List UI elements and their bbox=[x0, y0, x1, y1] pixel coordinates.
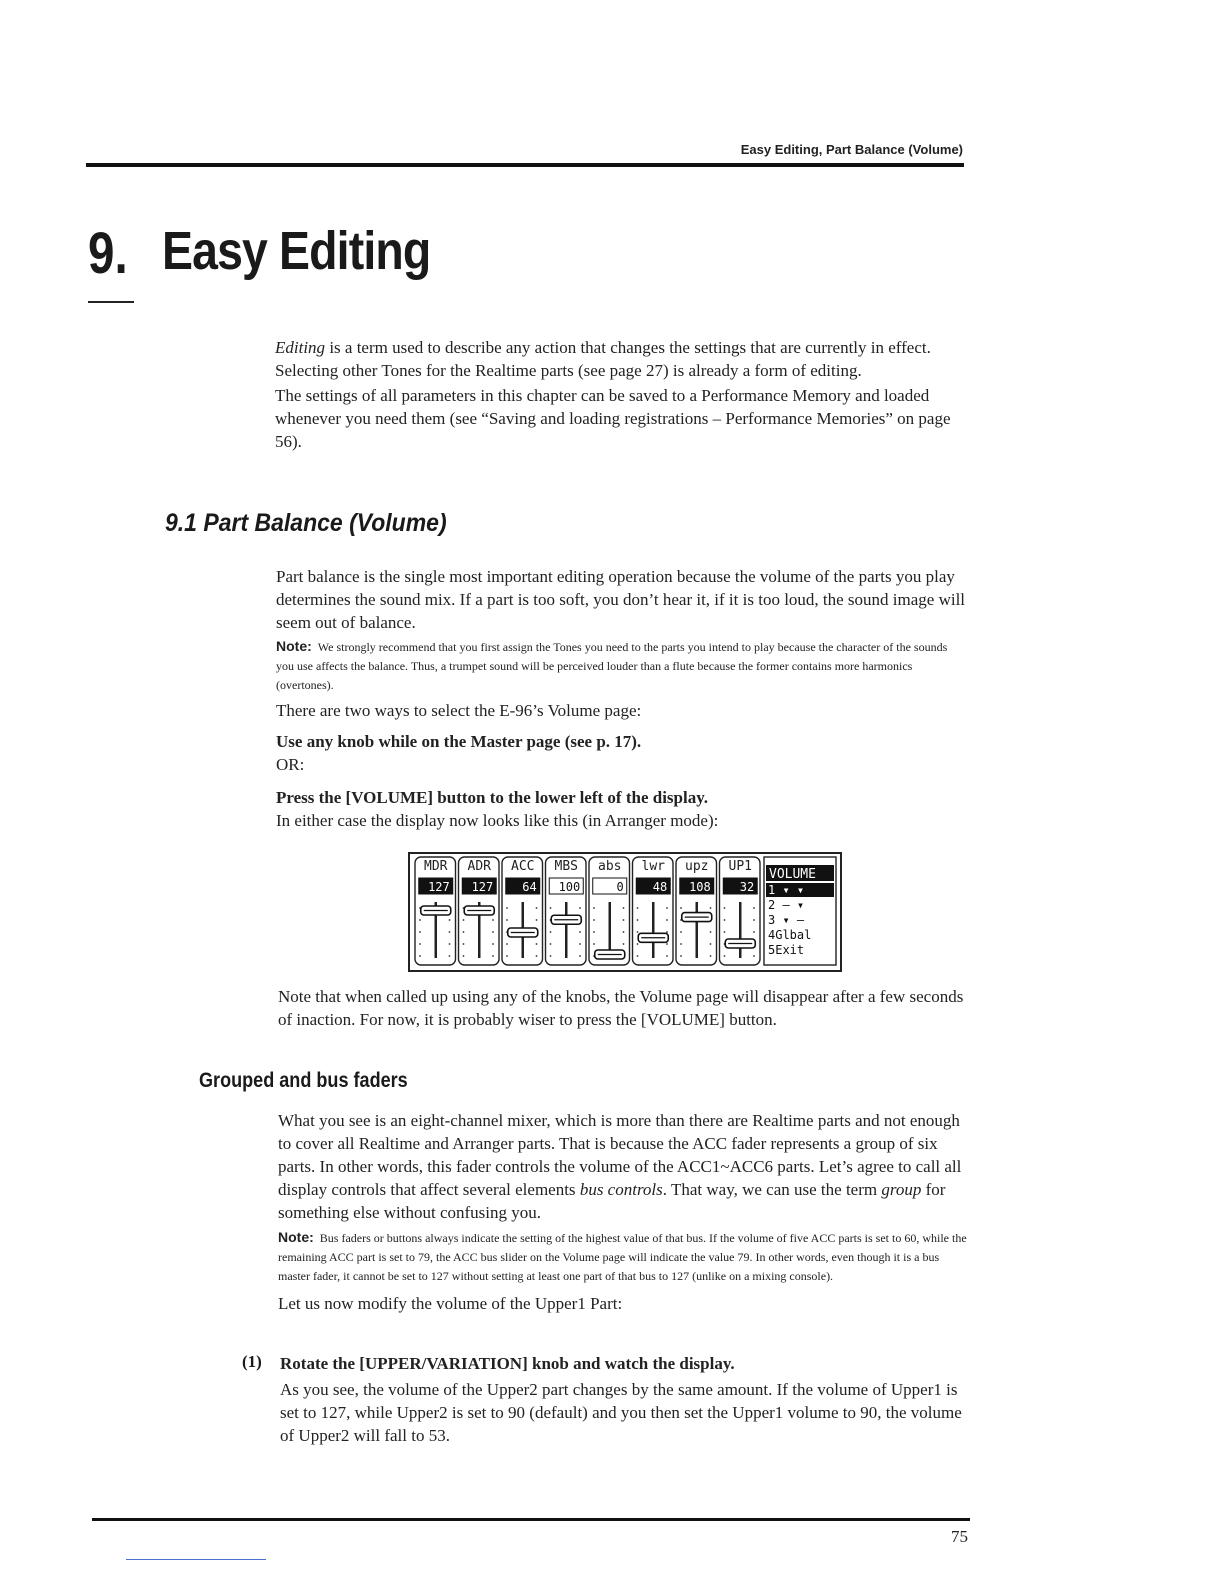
chapter-title: Easy Editing bbox=[162, 221, 431, 281]
scale-dot bbox=[579, 943, 581, 945]
menu-item: 3 ▾ – bbox=[768, 913, 805, 927]
scale-dot bbox=[593, 943, 595, 945]
footer-rule bbox=[92, 1518, 970, 1521]
scale-dot bbox=[449, 919, 451, 921]
scale-dot bbox=[710, 907, 712, 909]
scale-dot bbox=[637, 931, 639, 933]
scale-dot bbox=[550, 955, 552, 957]
subsection-paragraph-2: Let us now modify the volume of the Upper1 Part: bbox=[278, 1294, 623, 1313]
menu-title: VOLUME bbox=[769, 867, 816, 882]
scale-dot bbox=[536, 955, 538, 957]
method-a: Use any knob while on the Master page (see p. 17). bbox=[276, 732, 642, 751]
scale-dot bbox=[593, 931, 595, 933]
scale-dot bbox=[680, 907, 682, 909]
scale-dot bbox=[724, 907, 726, 909]
after-display-text: Note that when called up using any of the knobs, the Volume page will disappear after a few seconds of inaction. For now, it is probably wiser to press the [VOLUME] button. bbox=[278, 987, 964, 1029]
section-title: 9.1 Part Balance (Volume) bbox=[165, 509, 447, 537]
scale-dot bbox=[449, 943, 451, 945]
note-label: Note: bbox=[278, 1229, 314, 1245]
scale-dot bbox=[680, 931, 682, 933]
scale-dot bbox=[637, 955, 639, 957]
scale-dot bbox=[449, 931, 451, 933]
scale-dot bbox=[623, 943, 625, 945]
scale-dot bbox=[419, 955, 421, 957]
scale-dot bbox=[579, 955, 581, 957]
channel-value: 127 bbox=[471, 880, 494, 894]
section-paragraph-3: In either case the display now looks like this (in Arranger mode): bbox=[276, 811, 719, 830]
channel-value: 0 bbox=[616, 880, 624, 894]
scale-dot bbox=[463, 955, 465, 957]
channel-value: 48 bbox=[652, 880, 668, 894]
channel-value: 127 bbox=[428, 880, 450, 894]
scale-dot bbox=[419, 919, 421, 921]
scale-dot bbox=[753, 919, 755, 921]
scale-dot bbox=[463, 943, 465, 945]
subsection-body bbox=[278, 1109, 968, 1315]
scale-dot bbox=[419, 943, 421, 945]
scale-dot bbox=[536, 907, 538, 909]
menu-item: 1 ▾ ▾ bbox=[768, 883, 805, 897]
scale-dot bbox=[666, 907, 668, 909]
term-bus-controls: bus controls bbox=[579, 1180, 663, 1199]
scale-dot bbox=[710, 943, 712, 945]
running-header: Easy Editing, Part Balance (Volume) bbox=[740, 142, 963, 157]
scale-dot bbox=[710, 931, 712, 933]
step-body bbox=[280, 1352, 970, 1447]
scale-dot bbox=[593, 907, 595, 909]
scale-dot bbox=[724, 931, 726, 933]
channel-label: MDR bbox=[424, 859, 448, 874]
scale-dot bbox=[593, 919, 595, 921]
scale-dot bbox=[623, 931, 625, 933]
note-1 bbox=[276, 637, 966, 695]
note-text: We strongly recommend that you first assign the Tones you need to the parts you intend to play because the character of the sounds you use affects the balance. Thus, a trumpet sound will be perceived louder than a flute because the former contains more harmonics (overtones). bbox=[276, 640, 948, 692]
channel-label: MBS bbox=[554, 859, 578, 874]
scale-dot bbox=[637, 943, 639, 945]
channel-label: ACC bbox=[511, 859, 535, 874]
channel-label: UP1 bbox=[728, 859, 752, 874]
menu-item: 4Glbal bbox=[768, 928, 812, 942]
scan-edge-line bbox=[126, 1559, 266, 1560]
note-text: Bus faders or buttons always indicate the setting of the highest value of that bus. If the volume of five ACC parts is set to 60, while the remaining ACC part is set to 79, the ACC bus slider on the Volume page will indicate the value 79. In other words, even though it is a bus master fader, it cannot be set to 127 without setting at least one part of that bus to 127 (unlike on a mixing console). bbox=[278, 1231, 967, 1283]
scale-dot bbox=[666, 955, 668, 957]
section-paragraph-2: There are two ways to select the E-96’s Volume page: bbox=[276, 701, 642, 720]
channel-label: lwr bbox=[641, 859, 665, 874]
scale-dot bbox=[724, 919, 726, 921]
method-b: Press the [VOLUME] button to the lower left of the display. bbox=[276, 788, 709, 807]
channel-label: upz bbox=[685, 859, 709, 874]
step-text: As you see, the volume of the Upper2 part changes by the same amount. If the volume of Upper1 is set to 127, while Upper2 is set to 90 (default) and you then set the Upper1 volume to 90, the volume of Upper2 will fall to 53. bbox=[280, 1380, 962, 1445]
channel-value: 64 bbox=[522, 880, 537, 894]
scale-dot bbox=[492, 931, 494, 933]
menu-item: 2 – ▾ bbox=[768, 898, 805, 912]
term-group: group bbox=[881, 1180, 922, 1199]
scale-dot bbox=[666, 919, 668, 921]
channel-label: ADR bbox=[467, 859, 491, 874]
scale-dot bbox=[753, 955, 755, 957]
scale-dot bbox=[492, 955, 494, 957]
step-heading: Rotate the [UPPER/VARIATION] knob and watch the display. bbox=[280, 1354, 735, 1373]
scale-dot bbox=[579, 907, 581, 909]
scale-dot bbox=[550, 943, 552, 945]
section-body bbox=[276, 565, 966, 832]
scale-dot bbox=[753, 907, 755, 909]
scale-dot bbox=[536, 919, 538, 921]
scale-dot bbox=[463, 919, 465, 921]
intro-text bbox=[275, 336, 965, 453]
scale-dot bbox=[680, 955, 682, 957]
channel-value: 100 bbox=[558, 880, 581, 894]
lcd-volume-display bbox=[408, 852, 842, 972]
note-label: Note: bbox=[276, 638, 312, 654]
scale-dot bbox=[724, 955, 726, 957]
intro-emphasis: Editing bbox=[275, 338, 326, 357]
section-paragraph-1: Part balance is the single most important editing operation because the volume of the parts you play determines the sound mix. If a part is too soft, you don’t hear it, if it is too loud, the sound image will seem out of balance. bbox=[276, 567, 966, 632]
chapter-number-underline bbox=[88, 301, 134, 303]
intro-paragraph-2: The settings of all parameters in this chapter can be saved to a Performance Memory and loaded whenever you need them (see “Saving and loading registrations – Performance Memories” on page 56). bbox=[275, 386, 951, 451]
scale-dot bbox=[536, 943, 538, 945]
note-2 bbox=[278, 1228, 968, 1286]
scale-dot bbox=[666, 943, 668, 945]
scale-dot bbox=[753, 931, 755, 933]
scale-dot bbox=[506, 955, 508, 957]
channel-value: 108 bbox=[689, 880, 711, 894]
chapter-number: 9. bbox=[88, 221, 128, 286]
scale-dot bbox=[637, 907, 639, 909]
menu-item: 5Exit bbox=[768, 943, 805, 957]
subsection-paragraph-1-b: . That way, we can use the term bbox=[662, 1180, 882, 1199]
step-number: (1) bbox=[242, 1352, 262, 1371]
subsection-paragraph-1 bbox=[278, 1109, 968, 1224]
scale-dot bbox=[506, 943, 508, 945]
scale-dot bbox=[492, 919, 494, 921]
page-number: 75 bbox=[951, 1527, 968, 1546]
scale-dot bbox=[710, 955, 712, 957]
channel-label: abs bbox=[598, 859, 622, 874]
scale-dot bbox=[579, 931, 581, 933]
scale-dot bbox=[449, 955, 451, 957]
subsection-title: Grouped and bus faders bbox=[199, 1069, 408, 1092]
lcd-mixer-graphic bbox=[410, 854, 840, 970]
scale-dot bbox=[506, 907, 508, 909]
scale-dot bbox=[550, 907, 552, 909]
header-rule bbox=[86, 163, 964, 167]
scale-dot bbox=[623, 907, 625, 909]
intro-paragraph-1 bbox=[275, 336, 965, 382]
scale-dot bbox=[623, 919, 625, 921]
scale-dot bbox=[463, 931, 465, 933]
method-or: OR: bbox=[276, 755, 305, 774]
subsection-paragraph-1-a: What you see is an eight-channel mixer, which is more than there are Realtime parts and not enough to cover all Realtime and Arranger parts. That is because the ACC fader represents a group of six parts. In other words, this fader controls the volume of the ACC1~ACC6 parts. Let’s agree to call all display controls that affect several elements bbox=[278, 1111, 962, 1199]
scale-dot bbox=[492, 943, 494, 945]
channel-value: 32 bbox=[739, 880, 755, 894]
intro-paragraph-1-text: is a term used to describe any action that changes the settings that are currently in effect. Selecting other Tones for the Realtime parts (see page 27) is already a form of editing. bbox=[275, 338, 931, 380]
scale-dot bbox=[637, 919, 639, 921]
scale-dot bbox=[550, 931, 552, 933]
scale-dot bbox=[506, 919, 508, 921]
scale-dot bbox=[680, 943, 682, 945]
scale-dot bbox=[419, 931, 421, 933]
subsection-paragraph-1-c: for something else without confusing you. bbox=[278, 1180, 946, 1222]
